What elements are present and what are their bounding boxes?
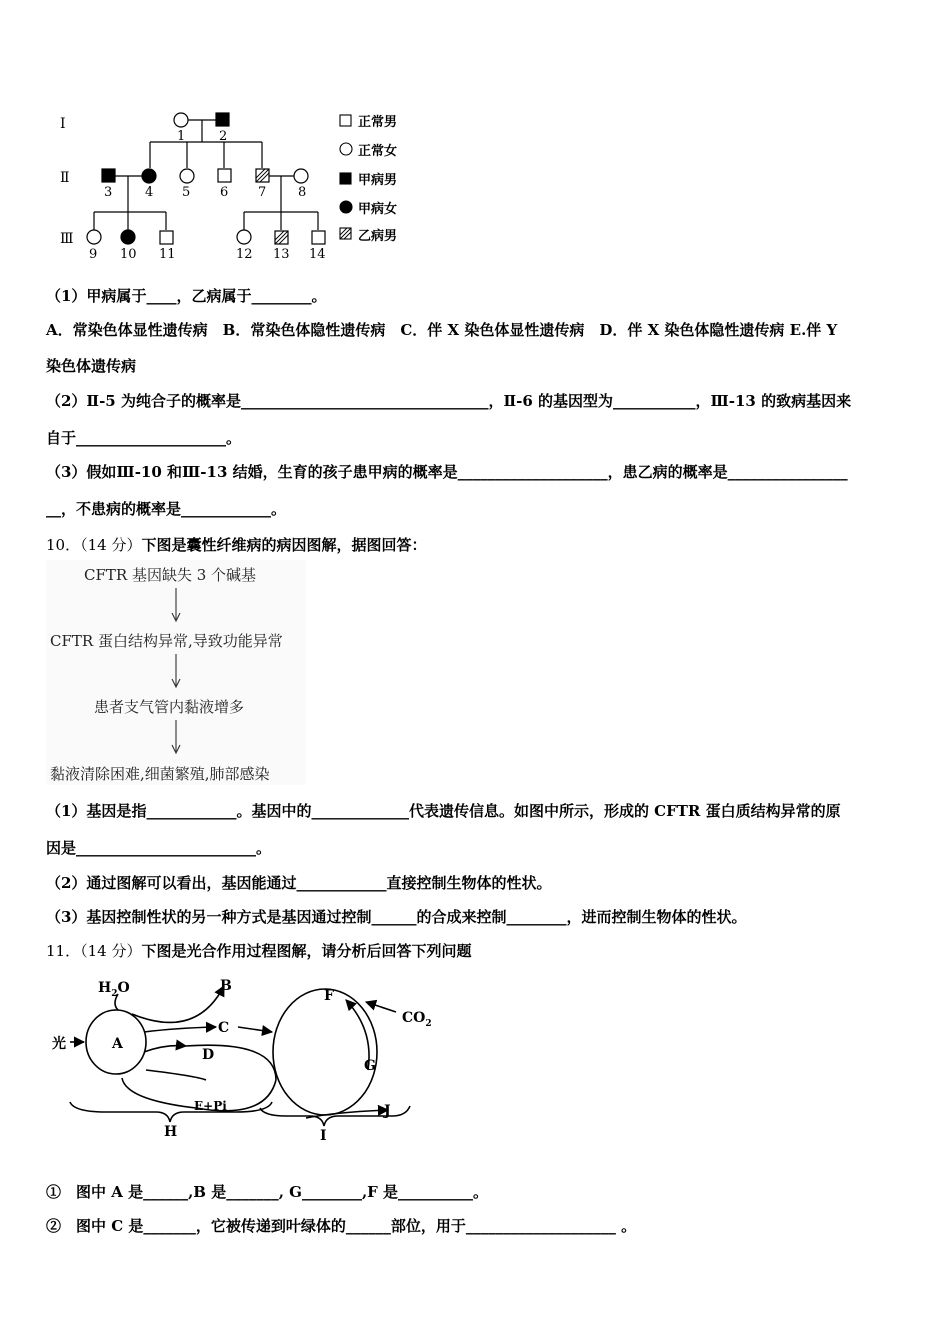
label-b: B [220, 978, 232, 994]
q9-line-5: 自于____________________。 [46, 429, 242, 447]
pedigree-id: 5 [182, 185, 191, 200]
label-co2: $CO_2$ [402, 1010, 432, 1029]
legend-normal-male-icon [340, 115, 351, 126]
q9-line-4: （2）Ⅱ-5 为纯合子的概率是_________________________________，Ⅱ-6 的基因型为___________，Ⅲ-13 的致病基因来 [46, 392, 852, 410]
q10-line-3: （2）通过图解可以看出，基因能通过____________直接控制生物体的性状。 [46, 874, 552, 892]
pedigree-iii11 [160, 231, 173, 244]
legend-label: 乙病男 [358, 229, 398, 244]
q11-line-2: ② 图中 C 是_______，它被传递到叶绿体的______部位，用于____________________ 。 [46, 1217, 637, 1235]
legend-label: 甲病男 [358, 173, 398, 188]
legend-label: 甲病女 [358, 202, 398, 217]
q10-line-1: （1）基因是指____________。基因中的_____________代表遗传信息。如图中所示，形成的 CFTR 蛋白质结构异常的原 [46, 802, 841, 820]
label-a: A [112, 1036, 123, 1052]
gen-label: Ⅱ [60, 170, 70, 186]
q10-number: 10．（14 分） [46, 536, 142, 554]
legend-label: 正常男 [358, 115, 398, 130]
q11-number: 11．（14 分） [46, 942, 142, 960]
label-epi: E+Pi [194, 1099, 227, 1113]
photosynthesis-diagram [46, 970, 446, 1145]
q9-line-1: （1）甲病属于____，乙病属于________。 [46, 287, 327, 305]
pedigree-id: 1 [177, 129, 186, 144]
q9-line-7: __，不患病的概率是____________。 [46, 500, 287, 518]
label-g: G [364, 1058, 376, 1074]
q10-header [46, 535, 426, 555]
q11-title: 下图是光合作用过程图解，请分析后回答下列问题 [141, 942, 472, 960]
q10-line-4: （3）基因控制性状的另一种方式是基因通过控制______的合成来控制________，进而控制生物体的性状。 [46, 908, 747, 926]
pedigree-ii5 [180, 169, 194, 183]
pedigree-ii6 [218, 169, 231, 182]
pedigree-id: 4 [145, 185, 154, 200]
q11-line-1: ① 图中 A 是______,B 是_______, G________,F 是__________。 [46, 1183, 489, 1201]
pedigree-ii3 [102, 169, 115, 182]
label-d: D [202, 1047, 215, 1063]
label-i: I [320, 1128, 327, 1144]
pedigree-id: 3 [104, 185, 113, 200]
pedigree-i2 [216, 113, 229, 126]
legend-normal-female-icon [340, 143, 352, 155]
label-light: 光 [52, 1036, 66, 1052]
flow-step-4: 黏液清除困难,细菌繁殖,肺部感染 [50, 765, 270, 783]
label-j: J [384, 1103, 391, 1119]
q10-line-2: 因是________________________。 [46, 839, 272, 857]
legend-label: 正常女 [358, 144, 398, 159]
pedigree-id: 13 [273, 247, 290, 262]
flow-step-2: CFTR 蛋白结构异常,导致功能异常 [50, 632, 283, 650]
pedigree-iii14 [312, 231, 325, 244]
label-c: C [218, 1020, 230, 1036]
pedigree-id: 11 [159, 247, 176, 262]
pedigree-id: 10 [120, 247, 137, 262]
flow-arrows [46, 560, 306, 785]
legend-a-male-icon [340, 173, 351, 184]
label-h: H [164, 1124, 178, 1140]
flow-step-3: 患者支气管内黏液增多 [94, 698, 245, 716]
pedigree-ii4 [142, 169, 156, 183]
pedigree-id: 9 [89, 247, 98, 262]
pedigree-iii10 [121, 230, 135, 244]
cftr-flow-diagram [46, 560, 306, 785]
pedigree-ii8 [294, 169, 308, 183]
q9-line-3: 染色体遗传病 [46, 357, 137, 375]
pedigree-id: 2 [219, 129, 228, 144]
gen-label: Ⅰ [60, 116, 66, 132]
label-f: F [324, 988, 334, 1004]
gen-label: Ⅲ [60, 231, 74, 247]
q10-title: 下图是囊性纤维病的病因图解，据图回答： [141, 536, 427, 554]
pedigree-id: 7 [258, 185, 267, 200]
label-h2o: $H_2O$ [98, 980, 130, 999]
pedigree-iii12 [237, 230, 251, 244]
q9-line-2: A．常染色体显性遗传病 B．常染色体隐性遗传病 C．伴 X 染色体显性遗传病 D．伴 X 染色体隐性遗传病 E.伴 Y [46, 321, 838, 339]
pedigree-id: 12 [236, 247, 253, 262]
pedigree-iii9 [87, 230, 101, 244]
flow-step-1: CFTR 基因缺失 3 个碱基 [84, 566, 257, 584]
legend-a-female-icon [340, 201, 352, 213]
pedigree-i1 [174, 113, 188, 127]
pedigree-chart [40, 100, 440, 270]
pedigree-id: 14 [309, 247, 326, 262]
pedigree-id: 6 [220, 185, 229, 200]
q11-header [46, 941, 471, 961]
q9-line-6: （3）假如Ⅲ-10 和Ⅲ-13 结婚，生育的孩子患甲病的概率是____________________，患乙病的概率是________________ [46, 463, 848, 481]
pedigree-id: 8 [298, 185, 307, 200]
